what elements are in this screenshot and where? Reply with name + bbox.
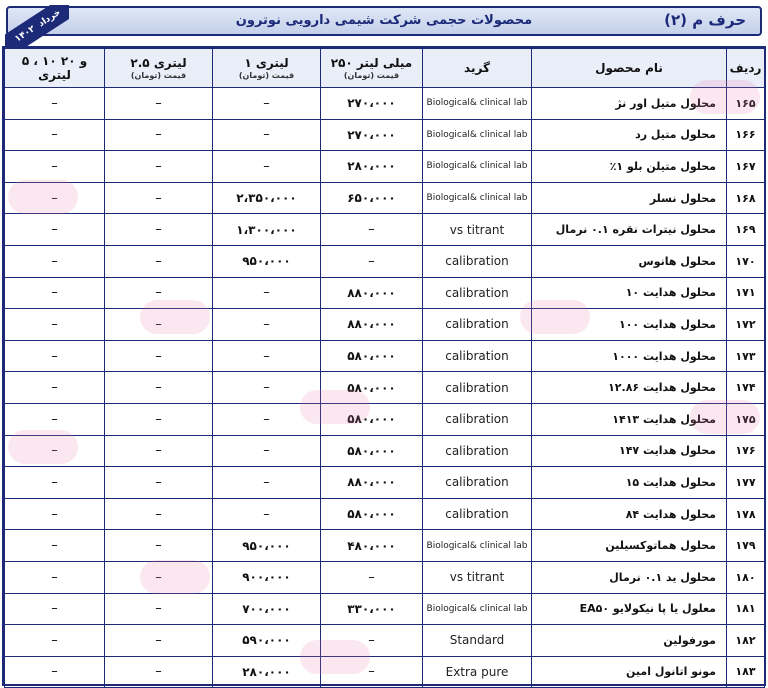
- page-title: محصولات حجمی شرکت شیمی دارویی نوترون: [235, 13, 533, 28]
- cell-1l: –: [213, 340, 321, 372]
- page-header: [6, 6, 762, 45]
- cell-1l: –: [213, 119, 321, 151]
- cell-250ml: ۵۸۰،۰۰۰: [321, 435, 423, 467]
- cell-row-no: ۱۷۹: [727, 530, 765, 562]
- cell-5-10-20l: –: [5, 435, 105, 467]
- section-letter-title: حرف م (۲): [664, 11, 746, 29]
- cell-grade: calibration: [423, 245, 532, 277]
- cell-product-name: محلول هدایت ۱۲.۸۶: [532, 372, 727, 404]
- cell-grade: calibration: [423, 498, 532, 530]
- table-row: [5, 182, 765, 214]
- cell-5-10-20l: –: [5, 151, 105, 183]
- cell-2-5l: –: [105, 151, 213, 183]
- watermark-logo: [300, 640, 370, 674]
- col-header-1l: ۱ لیتری قیمت (تومان): [213, 49, 321, 88]
- cell-250ml: –: [321, 625, 423, 657]
- cell-1l: ۹۵۰،۰۰۰: [213, 530, 321, 562]
- date-year: ۱۴۰۲: [13, 24, 38, 45]
- col-header-row-no: ردیف: [727, 49, 765, 88]
- cell-product-name: محلول هدایت ۱۵: [532, 467, 727, 499]
- col-header-product: نام محصول: [532, 49, 727, 88]
- cell-grade: Biological& clinical lab: [423, 530, 532, 562]
- cell-5-10-20l: –: [5, 467, 105, 499]
- table-row: [5, 277, 765, 309]
- cell-2-5l: –: [105, 593, 213, 625]
- cell-row-no: ۱۶۶: [727, 119, 765, 151]
- cell-250ml: ۲۸۰،۰۰۰: [321, 151, 423, 183]
- cell-2-5l: –: [105, 530, 213, 562]
- cell-2-5l: –: [105, 435, 213, 467]
- watermark-logo: [520, 300, 590, 334]
- cell-5-10-20l: –: [5, 403, 105, 435]
- watermark-logo: [690, 80, 760, 114]
- watermark-logo: [140, 560, 210, 594]
- cell-2-5l: –: [105, 309, 213, 341]
- cell-2-5l: –: [105, 340, 213, 372]
- cell-grade: Biological& clinical lab: [423, 88, 532, 120]
- cell-1l: ۱،۳۰۰،۰۰۰: [213, 214, 321, 246]
- cell-grade: Extra pure: [423, 656, 532, 688]
- col-header-5-10-20l: ۵ ، ۱۰ و ۲۰ لیتری: [5, 49, 105, 88]
- cell-1l: –: [213, 151, 321, 183]
- cell-2-5l: –: [105, 656, 213, 688]
- cell-2-5l: –: [105, 403, 213, 435]
- cell-row-no: ۱۷۷: [727, 467, 765, 499]
- cell-2-5l: –: [105, 372, 213, 404]
- cell-5-10-20l: –: [5, 88, 105, 120]
- col-header-250ml: ۲۵۰ میلی لیتر قیمت (تومان): [321, 49, 423, 88]
- cell-2-5l: –: [105, 467, 213, 499]
- cell-row-no: ۱۷۱: [727, 277, 765, 309]
- cell-product-name: محلول هدایت ۱۰۰۰: [532, 340, 727, 372]
- cell-1l: –: [213, 372, 321, 404]
- cell-grade: calibration: [423, 309, 532, 341]
- cell-1l: ۵۹۰،۰۰۰: [213, 625, 321, 657]
- watermark-logo: [690, 400, 760, 434]
- cell-product-name: محلول ید ۰.۱ نرمال: [532, 561, 727, 593]
- cell-grade: calibration: [423, 340, 532, 372]
- cell-2-5l: –: [105, 182, 213, 214]
- cell-row-no: ۱۶۵: [727, 88, 765, 120]
- cell-grade: Biological& clinical lab: [423, 151, 532, 183]
- cell-product-name: محلول متیل اور نژ: [532, 88, 727, 120]
- cell-250ml: ۵۸۰،۰۰۰: [321, 372, 423, 404]
- cell-2-5l: –: [105, 245, 213, 277]
- cell-grade: vs titrant: [423, 561, 532, 593]
- cell-250ml: ۸۸۰،۰۰۰: [321, 277, 423, 309]
- cell-5-10-20l: –: [5, 372, 105, 404]
- cell-row-no: ۱۷۴: [727, 372, 765, 404]
- cell-product-name: محلول نسلر: [532, 182, 727, 214]
- cell-5-10-20l: –: [5, 593, 105, 625]
- cell-1l: –: [213, 435, 321, 467]
- table-row: [5, 119, 765, 151]
- watermark-logo: [140, 300, 210, 334]
- table-row: [5, 625, 765, 657]
- cell-grade: calibration: [423, 467, 532, 499]
- cell-grade: calibration: [423, 435, 532, 467]
- cell-grade: Biological& clinical lab: [423, 182, 532, 214]
- cell-grade: Biological& clinical lab: [423, 593, 532, 625]
- table-row: [5, 214, 765, 246]
- cell-product-name: معلول یا پا نیکولایو EA۵۰: [532, 593, 727, 625]
- table-row: [5, 467, 765, 499]
- cell-product-name: محلول هدایت ۱۴۱۳: [532, 403, 727, 435]
- cell-1l: ۷۰۰،۰۰۰: [213, 593, 321, 625]
- cell-1l: –: [213, 498, 321, 530]
- cell-5-10-20l: –: [5, 530, 105, 562]
- table-body: [5, 88, 765, 688]
- cell-row-no: ۱۷۸: [727, 498, 765, 530]
- cell-row-no: ۱۶۸: [727, 182, 765, 214]
- cell-250ml: ۵۸۰،۰۰۰: [321, 340, 423, 372]
- cell-row-no: ۱۶۹: [727, 214, 765, 246]
- table-header-row: [5, 49, 765, 88]
- cell-250ml: ۶۵۰،۰۰۰: [321, 182, 423, 214]
- col-header-grade: گرید: [423, 49, 532, 88]
- cell-row-no: ۱۷۲: [727, 309, 765, 341]
- cell-5-10-20l: –: [5, 119, 105, 151]
- cell-product-name: مونو اتانول امین: [532, 656, 727, 688]
- table-row: [5, 435, 765, 467]
- col-header-2-5l: ۲.۵ لیتری قیمت (تومان): [105, 49, 213, 88]
- cell-product-name: محلول هدایت ۱۰۰: [532, 309, 727, 341]
- cell-row-no: ۱۷۶: [727, 435, 765, 467]
- price-table-frame: [2, 46, 766, 686]
- date-month: خرداد: [36, 7, 63, 30]
- cell-row-no: ۱۸۳: [727, 656, 765, 688]
- table-row: [5, 372, 765, 404]
- cell-5-10-20l: –: [5, 498, 105, 530]
- cell-product-name: محلول هدایت ۱۰: [532, 277, 727, 309]
- cell-2-5l: –: [105, 277, 213, 309]
- cell-250ml: ۵۸۰،۰۰۰: [321, 498, 423, 530]
- cell-2-5l: –: [105, 119, 213, 151]
- table-row: [5, 403, 765, 435]
- table-row: [5, 340, 765, 372]
- cell-2-5l: –: [105, 625, 213, 657]
- cell-5-10-20l: –: [5, 214, 105, 246]
- watermark-logo: [8, 430, 78, 464]
- cell-250ml: ۲۷۰،۰۰۰: [321, 88, 423, 120]
- cell-250ml: ۲۷۰،۰۰۰: [321, 119, 423, 151]
- cell-1l: –: [213, 277, 321, 309]
- cell-product-name: محلول هدایت ۸۴: [532, 498, 727, 530]
- table-row: [5, 561, 765, 593]
- cell-5-10-20l: –: [5, 309, 105, 341]
- table-row: [5, 309, 765, 341]
- table-row: [5, 88, 765, 120]
- cell-5-10-20l: –: [5, 277, 105, 309]
- cell-grade: calibration: [423, 403, 532, 435]
- cell-product-name: محلول هماتوکسیلین: [532, 530, 727, 562]
- cell-grade: Biological& clinical lab: [423, 119, 532, 151]
- cell-grade: calibration: [423, 277, 532, 309]
- cell-1l: –: [213, 309, 321, 341]
- cell-1l: –: [213, 467, 321, 499]
- cell-250ml: ۴۸۰،۰۰۰: [321, 530, 423, 562]
- cell-2-5l: –: [105, 498, 213, 530]
- table-row: [5, 498, 765, 530]
- table-row: [5, 151, 765, 183]
- cell-250ml: ۸۸۰،۰۰۰: [321, 309, 423, 341]
- cell-5-10-20l: –: [5, 656, 105, 688]
- cell-1l: ۹۵۰،۰۰۰: [213, 245, 321, 277]
- cell-row-no: ۱۸۱: [727, 593, 765, 625]
- cell-product-name: محلول هانوس: [532, 245, 727, 277]
- cell-row-no: ۱۷۳: [727, 340, 765, 372]
- watermark-logo: [300, 390, 370, 424]
- table-row: [5, 593, 765, 625]
- cell-5-10-20l: –: [5, 561, 105, 593]
- cell-5-10-20l: –: [5, 245, 105, 277]
- cell-row-no: ۱۷۰: [727, 245, 765, 277]
- price-table: [4, 48, 765, 688]
- cell-5-10-20l: –: [5, 625, 105, 657]
- cell-2-5l: –: [105, 88, 213, 120]
- cell-250ml: –: [321, 656, 423, 688]
- cell-grade: calibration: [423, 372, 532, 404]
- cell-product-name: محلول متیلن بلو ۱٪: [532, 151, 727, 183]
- table-row: [5, 245, 765, 277]
- cell-1l: –: [213, 88, 321, 120]
- cell-5-10-20l: –: [5, 182, 105, 214]
- cell-1l: ۲،۳۵۰،۰۰۰: [213, 182, 321, 214]
- cell-250ml: –: [321, 561, 423, 593]
- cell-1l: ۲۸۰،۰۰۰: [213, 656, 321, 688]
- cell-row-no: ۱۶۷: [727, 151, 765, 183]
- table-row: [5, 530, 765, 562]
- cell-1l: ۹۰۰،۰۰۰: [213, 561, 321, 593]
- cell-250ml: ۸۸۰،۰۰۰: [321, 467, 423, 499]
- cell-row-no: ۱۷۵: [727, 403, 765, 435]
- cell-product-name: مورفولین: [532, 625, 727, 657]
- cell-250ml: ۳۳۰،۰۰۰: [321, 593, 423, 625]
- cell-1l: –: [213, 403, 321, 435]
- cell-250ml: –: [321, 214, 423, 246]
- table-row: [5, 656, 765, 688]
- cell-grade: Standard: [423, 625, 532, 657]
- cell-product-name: محلول متیل رد: [532, 119, 727, 151]
- cell-grade: vs titrant: [423, 214, 532, 246]
- cell-row-no: ۱۸۰: [727, 561, 765, 593]
- cell-row-no: ۱۸۲: [727, 625, 765, 657]
- cell-2-5l: –: [105, 561, 213, 593]
- cell-250ml: –: [321, 245, 423, 277]
- cell-5-10-20l: –: [5, 340, 105, 372]
- cell-2-5l: –: [105, 214, 213, 246]
- cell-product-name: محلول هدایت ۱۴۷: [532, 435, 727, 467]
- cell-product-name: محلول نیترات نقره ۰.۱ نرمال: [532, 214, 727, 246]
- cell-250ml: ۵۸۰،۰۰۰: [321, 403, 423, 435]
- watermark-logo: [8, 180, 78, 214]
